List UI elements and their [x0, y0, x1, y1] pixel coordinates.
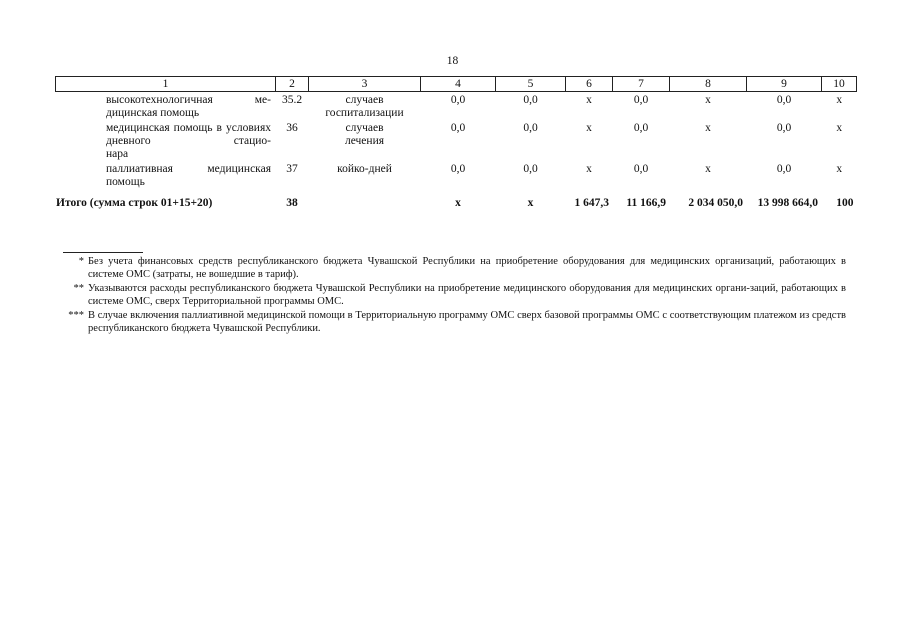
footnote-text: Без учета финансовых средств республиканского бюджета Чувашской Республики на приобретение оборудования для медицинских организаций, работающих в системе ОМС (затраты, не вошедшие в тариф).	[88, 256, 846, 280]
footnote-text: В случае включения паллиативной медицинской помощи в Территориальную программу ОМС сверх базовой программы ОМС с соответствующим платежом из средств республиканского бюджета Чувашской Республики.	[88, 310, 846, 334]
row-value-cell: 0,0	[523, 163, 538, 175]
header-col-2: 2	[276, 77, 309, 92]
row-unit-line: случаев	[345, 94, 384, 106]
row-name-line: помощь	[106, 176, 145, 188]
row-name-line: паллиативная медицинская	[106, 163, 271, 175]
row-value-cell: х	[705, 122, 711, 134]
row-name-cell	[56, 161, 276, 189]
total-name-cell: Итого (сумма строк 01+15+20)	[56, 197, 213, 209]
table-row	[56, 120, 857, 161]
total-row-number-cell: 38	[286, 197, 298, 209]
row-value-cell: х	[586, 163, 592, 175]
row-value-cell: х	[705, 163, 711, 175]
footnote-mark: **	[73, 283, 84, 294]
row-value-cell: 0,0	[450, 122, 466, 134]
row-value-cell: х	[705, 94, 711, 106]
total-value-cell: 13 998 664,0	[757, 197, 818, 209]
row-value-cell: х	[586, 94, 592, 106]
page-number: 18	[446, 55, 459, 67]
footnote-divider	[63, 252, 143, 253]
financing-table	[55, 76, 857, 210]
row-value-cell: х	[836, 163, 843, 175]
row-value-cell: 0,0	[523, 94, 538, 106]
footnote-mark: ***	[68, 310, 84, 321]
row-value-cell: 0,0	[450, 163, 466, 175]
total-unit-cell	[309, 189, 421, 210]
row-value-cell: 0,0	[633, 94, 649, 106]
row-value-cell: 0,0	[523, 122, 538, 134]
header-col-10: 10	[822, 77, 857, 92]
footnotes	[60, 255, 846, 336]
row-value-cell: 0,0	[633, 122, 649, 134]
total-value-cell: 2 034 050,0	[688, 197, 743, 209]
row-name-line: высокотехнологичная ме-	[106, 94, 271, 106]
row-unit-cell	[309, 161, 421, 189]
row-value-cell: х	[836, 94, 843, 106]
row-value-cell: 0,0	[776, 94, 792, 106]
row-value-cell: 0,0	[776, 163, 792, 175]
row-unit-line: случаев	[345, 122, 384, 134]
row-name-line: нара	[106, 148, 129, 160]
header-col-5: 5	[496, 77, 566, 92]
row-number-cell: 36	[286, 122, 298, 134]
header-col-3: 3	[309, 77, 421, 92]
table-total-row	[56, 189, 857, 210]
footnote-mark: *	[78, 256, 84, 267]
header-col-9: 9	[747, 77, 822, 92]
footnote	[60, 255, 846, 281]
footnote	[60, 309, 846, 335]
row-unit-cell	[309, 120, 421, 161]
row-value-cell: 0,0	[776, 122, 792, 134]
row-name-cell	[56, 120, 276, 161]
table-row	[56, 92, 857, 121]
row-number-cell: 37	[286, 163, 298, 175]
table-row	[56, 161, 857, 189]
footnote-text: Указываются расходы республиканского бюджета Чувашской Республики на приобретение медицинского оборудования для медицинских органи-заций, работающих в системе ОМС, сверх Территориальной программы ОМС.	[88, 283, 846, 307]
header-col-6: 6	[566, 77, 613, 92]
footnote	[60, 282, 846, 308]
header-col-1: 1	[56, 77, 276, 92]
header-col-7: 7	[613, 77, 670, 92]
total-value-cell: 11 166,9	[626, 197, 666, 209]
total-value-cell: х	[527, 197, 534, 209]
total-value-cell: х	[455, 197, 461, 209]
row-name-line: медицинская помощь в	[106, 122, 222, 134]
row-name-cell	[56, 92, 276, 121]
row-unit-line: госпитализации	[325, 107, 404, 119]
row-unit-cell	[309, 92, 421, 121]
row-value-cell: х	[836, 122, 843, 134]
row-value-cell: х	[586, 122, 592, 134]
row-unit-line: лечения	[344, 135, 385, 147]
row-value-cell: 0,0	[633, 163, 649, 175]
row-name-line: дицинская помощь	[106, 107, 200, 119]
table-header-row	[56, 77, 857, 92]
header-col-8: 8	[670, 77, 747, 92]
row-name-line: условиях дневного стацио-	[106, 122, 271, 147]
row-unit-line: койко-дней	[337, 163, 392, 175]
row-value-cell: 0,0	[450, 94, 466, 106]
total-value-cell: 100	[836, 197, 854, 209]
row-number-cell: 35.2	[281, 94, 303, 106]
total-value-cell: 1 647,3	[574, 197, 609, 209]
header-col-4: 4	[421, 77, 496, 92]
